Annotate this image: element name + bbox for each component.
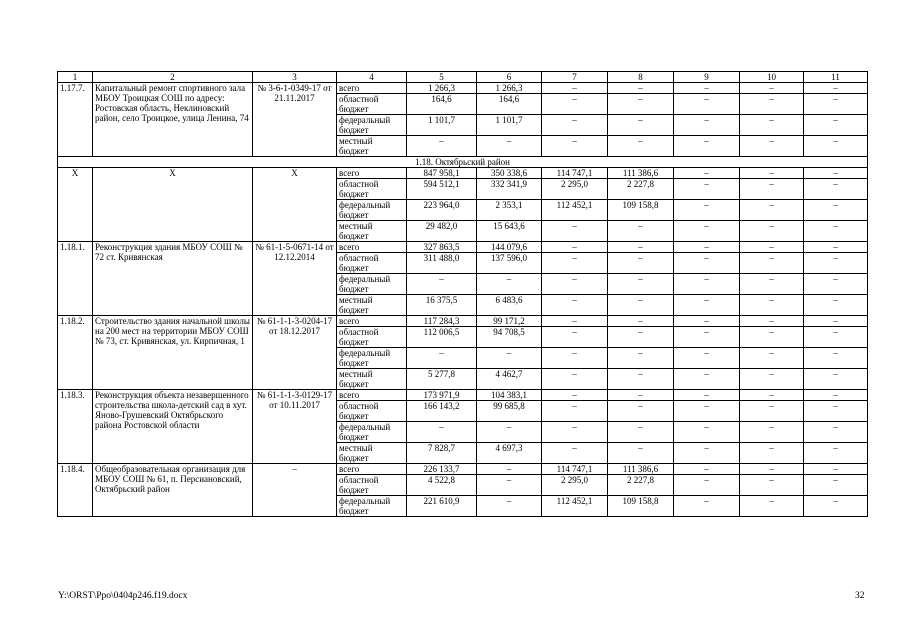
- footer-file-path: Y:\ORST\Ppo\0404p246.f19.docx: [58, 591, 188, 601]
- amount-cell: –: [740, 179, 804, 200]
- column-number: 10: [740, 72, 804, 83]
- amount-cell: –: [608, 115, 674, 136]
- amount-cell: –: [674, 179, 740, 200]
- amount-cell: 29 482,0: [407, 221, 477, 242]
- amount-cell: –: [674, 316, 740, 327]
- amount-cell: –: [542, 295, 608, 316]
- amount-cell: –: [804, 136, 868, 157]
- budget-source: всего: [337, 390, 407, 401]
- amount-cell: –: [740, 136, 804, 157]
- amount-cell: –: [740, 390, 804, 401]
- amount-cell: –: [542, 115, 608, 136]
- document-number: № 61-1-1-3-0204-17 от 18.12.2017: [253, 316, 337, 390]
- amount-cell: –: [674, 464, 740, 475]
- amount-cell: –: [674, 390, 740, 401]
- budget-source: всего: [337, 464, 407, 475]
- amount-cell: –: [740, 242, 804, 253]
- amount-cell: 221 610,9: [407, 496, 477, 517]
- amount-cell: 311 488,0: [407, 253, 477, 274]
- amount-cell: –: [674, 115, 740, 136]
- amount-cell: –: [542, 136, 608, 157]
- amount-cell: –: [608, 253, 674, 274]
- amount-cell: 109 158,8: [608, 200, 674, 221]
- amount-cell: –: [740, 475, 804, 496]
- amount-cell: –: [477, 136, 542, 157]
- amount-cell: –: [804, 443, 868, 464]
- amount-cell: –: [740, 327, 804, 348]
- amount-cell: –: [804, 94, 868, 115]
- document-number: № 3-6-1-0349-17 от 21.11.2017: [253, 83, 337, 157]
- amount-cell: 6 483,6: [477, 295, 542, 316]
- budget-source: областной бюджет: [337, 327, 407, 348]
- column-number: 1: [58, 72, 93, 83]
- item-number: 1.18.3.: [58, 390, 93, 464]
- amount-cell: 15 643,6: [477, 221, 542, 242]
- amount-cell: –: [804, 422, 868, 443]
- amount-cell: 2 295,0: [542, 179, 608, 200]
- budget-source: местный бюджет: [337, 221, 407, 242]
- amount-cell: 99 171,2: [477, 316, 542, 327]
- budget-source: областной бюджет: [337, 475, 407, 496]
- amount-cell: 2 227,8: [608, 179, 674, 200]
- amount-cell: 114 747,1: [542, 464, 608, 475]
- amount-cell: 166 143,2: [407, 401, 477, 422]
- amount-cell: –: [740, 94, 804, 115]
- amount-cell: –: [608, 443, 674, 464]
- budget-source: местный бюджет: [337, 369, 407, 390]
- amount-cell: –: [542, 242, 608, 253]
- amount-cell: –: [674, 475, 740, 496]
- budget-source: федеральный бюджет: [337, 115, 407, 136]
- amount-cell: –: [477, 475, 542, 496]
- amount-cell: –: [804, 369, 868, 390]
- amount-cell: 594 512,1: [407, 179, 477, 200]
- amount-cell: –: [740, 443, 804, 464]
- amount-cell: 4 522,8: [407, 475, 477, 496]
- amount-cell: –: [804, 179, 868, 200]
- amount-cell: 7 828,7: [407, 443, 477, 464]
- amount-cell: –: [804, 115, 868, 136]
- amount-cell: –: [804, 168, 868, 179]
- amount-cell: –: [674, 443, 740, 464]
- amount-cell: –: [740, 496, 804, 517]
- amount-cell: 1 101,7: [477, 115, 542, 136]
- amount-cell: –: [542, 348, 608, 369]
- column-number: 2: [93, 72, 253, 83]
- amount-cell: –: [674, 83, 740, 94]
- item-number: Х: [58, 168, 93, 242]
- amount-cell: 223 964,0: [407, 200, 477, 221]
- amount-cell: –: [674, 136, 740, 157]
- amount-cell: –: [804, 83, 868, 94]
- amount-cell: –: [542, 390, 608, 401]
- amount-cell: –: [477, 422, 542, 443]
- amount-cell: –: [608, 316, 674, 327]
- amount-cell: –: [740, 83, 804, 94]
- budget-source: областной бюджет: [337, 94, 407, 115]
- header-row: [58, 72, 868, 83]
- amount-cell: –: [542, 316, 608, 327]
- amount-cell: –: [674, 422, 740, 443]
- amount-cell: –: [740, 348, 804, 369]
- amount-cell: –: [477, 464, 542, 475]
- column-number: 6: [477, 72, 542, 83]
- amount-cell: 327 863,5: [407, 242, 477, 253]
- document-number: № 61-1-1-3-0129-17 от 10.11.2017: [253, 390, 337, 464]
- amount-cell: 350 338,6: [477, 168, 542, 179]
- amount-cell: –: [674, 94, 740, 115]
- column-number: 11: [804, 72, 868, 83]
- column-number: 5: [407, 72, 477, 83]
- amount-cell: –: [674, 221, 740, 242]
- amount-cell: –: [542, 327, 608, 348]
- amount-cell: –: [608, 221, 674, 242]
- budget-source: областной бюджет: [337, 253, 407, 274]
- amount-cell: –: [740, 274, 804, 295]
- budget-source: местный бюджет: [337, 136, 407, 157]
- item-number: 1.18.2.: [58, 316, 93, 390]
- amount-cell: –: [804, 401, 868, 422]
- budget-source: федеральный бюджет: [337, 422, 407, 443]
- budget-source: федеральный бюджет: [337, 496, 407, 517]
- amount-cell: –: [477, 348, 542, 369]
- amount-cell: 99 685,8: [477, 401, 542, 422]
- column-number: 4: [337, 72, 407, 83]
- amount-cell: 1 266,3: [407, 83, 477, 94]
- amount-cell: 847 958,1: [407, 168, 477, 179]
- table-row: [58, 390, 868, 401]
- budget-source: областной бюджет: [337, 401, 407, 422]
- amount-cell: –: [477, 274, 542, 295]
- amount-cell: –: [542, 274, 608, 295]
- amount-cell: –: [608, 83, 674, 94]
- amount-cell: –: [542, 369, 608, 390]
- table-row: [58, 464, 868, 475]
- amount-cell: –: [407, 348, 477, 369]
- amount-cell: 173 971,9: [407, 390, 477, 401]
- amount-cell: –: [804, 242, 868, 253]
- amount-cell: –: [608, 136, 674, 157]
- document-number: –: [253, 464, 337, 517]
- amount-cell: 109 158,8: [608, 496, 674, 517]
- amount-cell: 1 101,7: [407, 115, 477, 136]
- amount-cell: –: [740, 221, 804, 242]
- item-number: 1.17.7.: [58, 83, 93, 157]
- budget-source: всего: [337, 316, 407, 327]
- page-number: 32: [855, 591, 865, 601]
- amount-cell: –: [674, 253, 740, 274]
- table-row: [58, 242, 868, 253]
- amount-cell: –: [407, 274, 477, 295]
- table-row: [58, 83, 868, 94]
- amount-cell: –: [542, 401, 608, 422]
- amount-cell: –: [542, 422, 608, 443]
- amount-cell: –: [674, 369, 740, 390]
- amount-cell: –: [674, 295, 740, 316]
- amount-cell: 111 386,6: [608, 168, 674, 179]
- amount-cell: –: [674, 200, 740, 221]
- budget-source: федеральный бюджет: [337, 274, 407, 295]
- amount-cell: –: [608, 327, 674, 348]
- budget-source: федеральный бюджет: [337, 348, 407, 369]
- budget-table: [57, 71, 868, 517]
- item-number: 1.18.1.: [58, 242, 93, 316]
- amount-cell: –: [674, 348, 740, 369]
- amount-cell: –: [740, 200, 804, 221]
- amount-cell: –: [674, 274, 740, 295]
- amount-cell: 16 375,5: [407, 295, 477, 316]
- amount-cell: –: [740, 464, 804, 475]
- object-name: Х: [93, 168, 253, 242]
- amount-cell: –: [804, 327, 868, 348]
- object-name: Строительство здания начальной школы на 200 мест на территории МБОУ СОШ № 73, ст. Кривянская, ул. Кирпичная, 1: [93, 316, 253, 390]
- amount-cell: 2 227,8: [608, 475, 674, 496]
- table-row: [58, 316, 868, 327]
- amount-cell: –: [674, 242, 740, 253]
- budget-source: местный бюджет: [337, 443, 407, 464]
- budget-source: всего: [337, 242, 407, 253]
- amount-cell: –: [608, 295, 674, 316]
- amount-cell: 112 006,5: [407, 327, 477, 348]
- amount-cell: –: [674, 168, 740, 179]
- amount-cell: –: [740, 422, 804, 443]
- amount-cell: –: [477, 496, 542, 517]
- amount-cell: –: [804, 390, 868, 401]
- amount-cell: –: [804, 253, 868, 274]
- amount-cell: –: [674, 401, 740, 422]
- table-row: [58, 168, 868, 179]
- amount-cell: –: [740, 253, 804, 274]
- amount-cell: –: [740, 295, 804, 316]
- amount-cell: 144 079,6: [477, 242, 542, 253]
- amount-cell: –: [542, 253, 608, 274]
- amount-cell: 164,6: [477, 94, 542, 115]
- amount-cell: –: [804, 316, 868, 327]
- amount-cell: –: [804, 200, 868, 221]
- amount-cell: –: [407, 136, 477, 157]
- amount-cell: –: [608, 94, 674, 115]
- object-name: Реконструкция объекта незавершенного строительства школа-детский сад в хут. Яново-Грушевский Октябрьского района Ростовской области: [93, 390, 253, 464]
- amount-cell: –: [740, 115, 804, 136]
- object-name: Общеобразовательная организация для МБОУ СОШ № 61, п. Персиановский, Октябрьский район: [93, 464, 253, 517]
- document-number: Х: [253, 168, 337, 242]
- amount-cell: 4 697,3: [477, 443, 542, 464]
- budget-source: федеральный бюджет: [337, 200, 407, 221]
- amount-cell: 112 452,1: [542, 200, 608, 221]
- amount-cell: 2 295,0: [542, 475, 608, 496]
- amount-cell: –: [740, 168, 804, 179]
- column-number: 8: [608, 72, 674, 83]
- section-row: [58, 157, 868, 168]
- amount-cell: 332 341,9: [477, 179, 542, 200]
- amount-cell: 226 133,7: [407, 464, 477, 475]
- amount-cell: –: [608, 369, 674, 390]
- amount-cell: 5 277,8: [407, 369, 477, 390]
- column-number: 9: [674, 72, 740, 83]
- amount-cell: –: [608, 348, 674, 369]
- amount-cell: –: [542, 94, 608, 115]
- amount-cell: –: [542, 221, 608, 242]
- budget-source: всего: [337, 168, 407, 179]
- amount-cell: –: [804, 295, 868, 316]
- amount-cell: –: [804, 274, 868, 295]
- budget-source: местный бюджет: [337, 295, 407, 316]
- amount-cell: 104 383,1: [477, 390, 542, 401]
- amount-cell: 2 353,1: [477, 200, 542, 221]
- object-name: Реконструкция здания МБОУ СОШ № 72 ст. Кривянская: [93, 242, 253, 316]
- amount-cell: –: [740, 316, 804, 327]
- amount-cell: –: [804, 496, 868, 517]
- amount-cell: –: [542, 83, 608, 94]
- amount-cell: –: [804, 464, 868, 475]
- amount-cell: –: [740, 369, 804, 390]
- amount-cell: 164,6: [407, 94, 477, 115]
- amount-cell: 94 708,5: [477, 327, 542, 348]
- amount-cell: –: [740, 401, 804, 422]
- amount-cell: 1 266,3: [477, 83, 542, 94]
- amount-cell: –: [608, 242, 674, 253]
- budget-source: всего: [337, 83, 407, 94]
- amount-cell: –: [804, 221, 868, 242]
- amount-cell: –: [608, 401, 674, 422]
- amount-cell: –: [608, 274, 674, 295]
- amount-cell: –: [674, 327, 740, 348]
- item-number: 1.18.4.: [58, 464, 93, 517]
- amount-cell: –: [407, 422, 477, 443]
- document-number: № 61-1-5-0671-14 от 12.12.2014: [253, 242, 337, 316]
- amount-cell: 111 386,6: [608, 464, 674, 475]
- amount-cell: 114 747,1: [542, 168, 608, 179]
- section-title: 1.18. Октябрьский район: [58, 157, 868, 168]
- amount-cell: 4 462,7: [477, 369, 542, 390]
- amount-cell: –: [542, 443, 608, 464]
- amount-cell: 112 452,1: [542, 496, 608, 517]
- amount-cell: 137 596,0: [477, 253, 542, 274]
- amount-cell: 117 284,3: [407, 316, 477, 327]
- column-number: 7: [542, 72, 608, 83]
- amount-cell: –: [804, 475, 868, 496]
- amount-cell: –: [608, 390, 674, 401]
- amount-cell: –: [674, 496, 740, 517]
- object-name: Капитальный ремонт спортивного зала МБОУ Троицкая СОШ по адресу: Ростовская область, Неклиновский район, село Троицкое, улица Ленина, 74: [93, 83, 253, 157]
- amount-cell: –: [804, 348, 868, 369]
- amount-cell: –: [608, 422, 674, 443]
- column-number: 3: [253, 72, 337, 83]
- budget-source: областной бюджет: [337, 179, 407, 200]
